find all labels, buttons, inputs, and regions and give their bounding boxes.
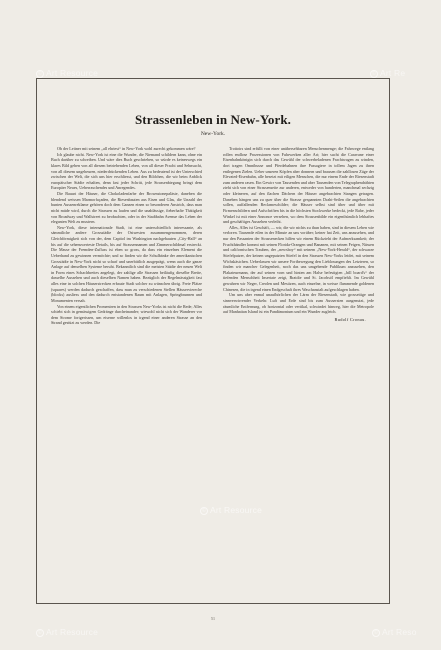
watermark-text: Art Re (380, 68, 406, 78)
paragraph: Trottoirs sind erfüllt von einer unübersehbaren Menschenmenge; die Fahrwege entlang rollen endlose Prozessionen von Fuhrwerken aller Art; hier sucht die Caravane einer Eisenbahnkönigin sich durch das Gewühl der schwerbeladenen Frachtwagen zu winden, dort tragen Omnibusse und Pferdebahnen ihre Passagiere in tollem Jagen zu ihren entlegenen Zielen. Ueber unseren Köpfen aber donnern und brausen die zahllosen Züge der Elevated-Eisenbahn, alle besetzt mit eiligen Menschen, die nur einem Ende der Riesenstadt zum anderen rasen. Ein Gewirr von Tausenden und aber Tausenden von Telegraphendrähten zieht sich von einer Strassenseite zur anderen, entweder von hunderten, manchmal sechzig oder kleineren, auf den flachen Dächern der Häuser angebrachten Stangen getragen. Daneben hängen uns zu quer über die Strasse gespannten Draht-Seilen die angebrachten sollen, auffallenden Reclameschilder; die Häuser selbst sind über und über mit Firmenschildern und Aufschriften bis in die höchsten Stockwerke bedeckt, jede Rahe, jeder Winkel ist mit einer Annonce versehen, wo dem Strassenbilde ein eigenthümlich lebhaftes und geschäftiges Aussehen verleiht. (223, 146, 374, 225)
paragraph: Ich glaube nicht. New-York ist eine die Wunder, die Niemand schildern kann, ohne ein Buch darüber zu schreiben. Und wäre dies Buch geschrieben, so würde es keineswegs ein klares Bild geben von all diesem betriebenden Leben, von all dieser Pracht und Sehnsucht, von all diesem ungeheuren, niederdrückenden Leben. Aus zu bedeutend ist der Unterschied zwischen der Welt, die sich uns hier erschliesst, und den Bildchen, die wir beim Anblick europäischer Städte erhalten, denn fast jeder Schritt, jede Strassenbiegung bringt dem Europäer Neues, Ueberraschendes und Anregendes. (51, 151, 202, 191)
page-number: 51 (211, 616, 215, 621)
paragraph: Die Bauart der Häuser, die Chokoladenfarbe der Brownstonepaläste, daneben die blendend weissen Marmorfaçaden, die Riesenbauten aus Eisen und Glas, die Unzahl der bunten Aussenreklame gehören doch dem Ganzen einen so besonderen Anstrich, dass man nicht müde wird, durch die Strassen zu laufen und die unablässige, fieberhafte Thätigkeit von Broadway und Wallstreet zu beobachten, oder in der Stadtbahn Avenue das Leben der eleganten Welt zu mustern. (51, 191, 202, 225)
watermark-bottom-left (36, 627, 98, 637)
watermark-top-left (36, 68, 98, 78)
article-subtitle: New-York. (200, 131, 226, 137)
watermark-text: Art Reso (382, 627, 417, 637)
watermark-logo-icon: © (370, 70, 378, 78)
author-signature: Rudolf Cronau. (334, 316, 366, 322)
paragraph: Von einem eigentlichen Promeniren in den Strassen New-Yorks ist nicht die Rede; Alles schiebt sich in gemässigem Gedränge durcheinander; wiewohl nicht sich der Wanderer vor dem Strome fortgerissen, um eiserne willenlos in irgend einer anderen Strasse an den Strand gestüzt zu werden. Die (51, 303, 202, 326)
article-title: Strassenleben in New-York. (134, 112, 292, 127)
paragraph: New-York, diese internationale Stadt, ist eine unterschiedlich interessante, als sämmtliche andere Grossstädte der Ostwesten zusammengenommen, deren Gleichförmigkeit sich von der, dem Capitol im Washington nachgebauten „City-Hall“ an bis auf die sehenswerteste Details, bis auf Strassennamen und Zimmerschildmal erstreckt. Die Masse der Fremden-Zufluss ist eben so gross, da dass ein einzelnes Element die Ueberhand zu gewinnen vermöchte; und so finden wir die Schulbänke der amerikanischen Grosstädte in New-York nicht so scharf und unerbittlich ausgeprägt, wenn auch die ganze Anlage auf denselben Systeme beruht. Bekanntlich sind die meisten Städte der neuen Welt in Form eines Schachbrettes angelegt, der zahlige alle Strassen beiläufig dieselbe Breite, dasselbe Aussehen und auch dieselben Namen haben. Bezüglich der Regelmässigkeit fast alles eine in solchen Häuserstrecken erbaute Stadt solcher zu wünschen übrig. Freie Plätze (squares) werden dadurch geschaffen, dass man zu verschiedenen Stellen Häuserviereche (blocks) ausliess und den dadurch entstandenen Raum mit Anlagen, Springbrunnen und Monumenten versah. (51, 224, 202, 303)
paragraph: Ob der Leitner mit seinem „all ehriest“ in New-York wohl zurecht gekommen wäre? (57, 146, 196, 151)
watermark-bottom-right (372, 627, 417, 637)
watermark-logo-icon: © (200, 507, 208, 515)
watermark-logo-icon: © (372, 629, 380, 637)
watermark-text: Art Resource (46, 627, 99, 637)
watermark-top-right (370, 68, 405, 78)
watermark-text: Art Resource (46, 68, 99, 78)
watermark-logo-icon: © (36, 629, 44, 637)
paragraph: Alles, Alles ist Geschäft, — wir, die wir nichts zu thun haben, sind in diesem Leben wie verloren. Tausende eilen in der Minute an uns vorüber; keiner hat Zeit, uns anzusehen, und nur den Passanten der Strassenecken hilfen wir einem Rückzieht der Aufmerksamkeit; der Fruchthändler kommt mit seinen Florida-Orangen und Bananen, mit seinen Feigen, Nüssen und californischen Trauben, der „newsboy“ mit seinem „New-York-Herald“, der schwarze Stiefelputzer, der keinen ungeputzten Stiefel in den Strassen New-Yorks leidet, mit seinem Wichskästchen. Ueberlassen wir unsere Fortbewegung den Lieblosungen des Letzteren, so finden wir mancher Gelegenheit, noch das uns umgebende Publikum anzusehen, den Plakateurmann, der auf seinen vorn und hinten am Halse befestigten „bill board's“ der tiefenden Menschheit Insertate zeigt, Bratdie und St. Jacobsöl empfiehlt. Im Gewühl gewahren wir Neger, Creolen und Mestizen, auch einzelne, in weisse flammende goldenen Chinesen, die in irgend einen Endgeschaft ihres Waschanstalt aufgeschlagen haben. (223, 224, 374, 292)
watermark-center (200, 505, 262, 515)
watermark-text: Art Resource (210, 505, 263, 515)
right-column (223, 146, 374, 322)
article-frame (36, 78, 390, 621)
paragraph: Um uns aber enmal unaufhörlichen der Lärm der Riesenstadt, wie grosseitige und sinnverwirrender Verkehr. Luft und Erde sind bis zum Aussersten ausgenutzt, jede räumliche Entfernung, ob horizontal oder vertikal, schwindet hinweg, hier die Metropole auf Manhattan Island ist ein Pandämonium und ein Wunder zugleich. (223, 292, 374, 315)
left-column (51, 146, 202, 326)
watermark-logo-icon: © (36, 70, 44, 78)
